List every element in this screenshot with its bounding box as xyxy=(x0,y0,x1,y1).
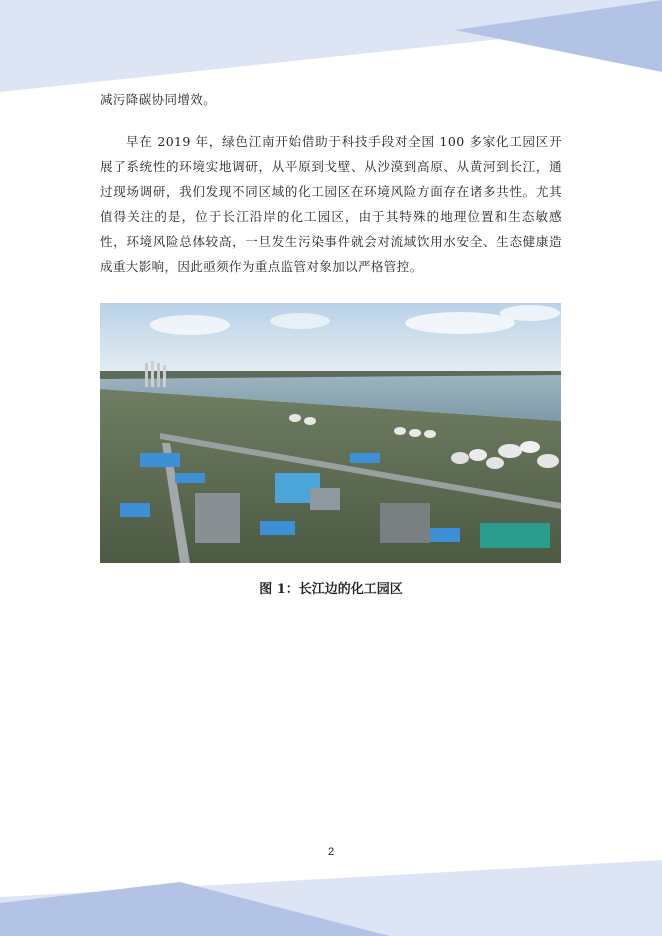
bottom-band-light xyxy=(0,860,662,936)
top-band-light xyxy=(0,0,662,92)
industrial-park-photo xyxy=(100,303,561,563)
paragraph-2: 早在 2019 年，绿色江南开始借助于科技手段对全国 100 多家化工园区开展了系统性的环境实地调研，从平原到戈壁、从沙漠到高原、从黄河到长江，通过现场调研，我们发现不同区域的化工园区在环境风险方面存在诸多共性。尤其值得关注的是，位于长江沿岸的化工园区，由于其特殊的地理位置和生态敏感性，环境风险总体较高，一旦发生污染事件就会对流域饮用水安全、生态健康造成重大影响，因此亟须作为重点监管对象加以严格管控。 xyxy=(100,134,562,274)
page-number: 2 xyxy=(327,846,335,858)
figure-caption: 图 1：长江边的化工园区 xyxy=(259,582,403,597)
top-band-mid xyxy=(455,0,662,72)
bottom-band-mid xyxy=(0,882,390,936)
paragraph-1: 减污降碳协同增效。 xyxy=(100,92,217,107)
